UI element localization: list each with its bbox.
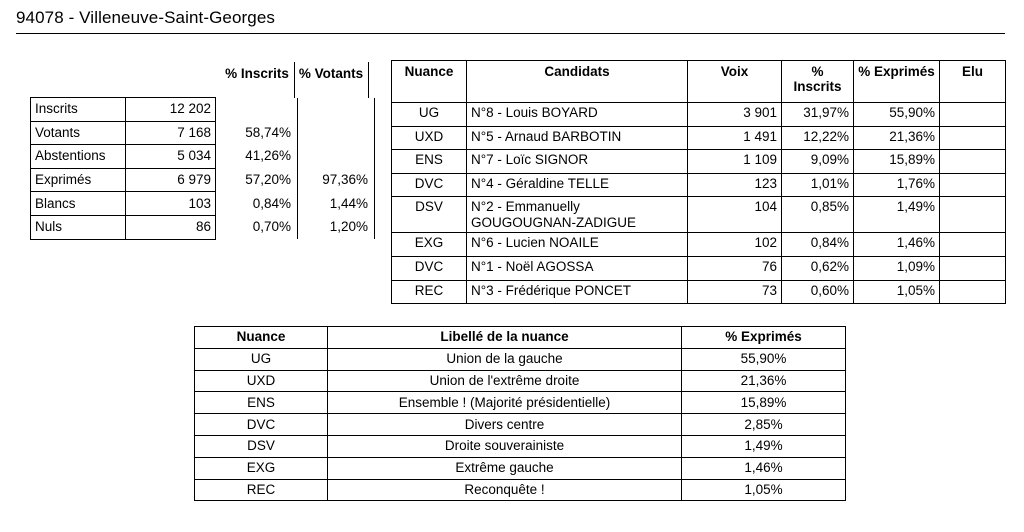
nuance-code: DVC (195, 414, 328, 436)
header-nuance: Nuance (195, 327, 328, 349)
stat-value: 103 (126, 192, 216, 216)
candidate-nuance: DSV (392, 197, 467, 233)
column-divider (294, 62, 295, 98)
candidate-nuance: UG (392, 103, 467, 127)
nuance-pct-exprimes: 15,89% (682, 392, 846, 414)
nuance-code: ENS (195, 392, 328, 414)
stat-pct-inscrits: 41,26% (216, 145, 298, 169)
candidate-pct-exprimes: 21,36% (854, 126, 940, 150)
nuance-row (195, 370, 846, 392)
turnout-table (30, 97, 375, 240)
stat-label: Inscrits (31, 98, 126, 122)
candidate-row (392, 150, 1006, 174)
candidate-pct-inscrits: 12,22% (782, 126, 854, 150)
stats-row (31, 215, 375, 239)
stat-pct-votants (298, 121, 375, 145)
stat-label: Votants (31, 121, 126, 145)
nuance-row (195, 479, 846, 501)
candidates-table (391, 60, 1006, 304)
nuance-pct-exprimes: 1,46% (682, 457, 846, 479)
candidate-row (392, 173, 1006, 197)
candidate-voix: 104 (688, 197, 782, 233)
candidate-nuance: UXD (392, 126, 467, 150)
candidate-elu (940, 280, 1006, 304)
nuance-code: UG (195, 348, 328, 370)
candidate-pct-exprimes: 1,05% (854, 280, 940, 304)
header-pct-exprimes: % Exprimés (682, 327, 846, 349)
candidate-voix: 1 491 (688, 126, 782, 150)
nuance-pct-exprimes: 21,36% (682, 370, 846, 392)
stat-value: 12 202 (126, 98, 216, 122)
candidate-voix: 76 (688, 256, 782, 280)
nuance-code: REC (195, 479, 328, 501)
candidate-pct-inscrits: 9,09% (782, 150, 854, 174)
stat-pct-votants: 97,36% (298, 168, 375, 192)
candidate-name: N°4 - Géraldine TELLE (467, 173, 688, 197)
stat-pct-inscrits: 0,84% (216, 192, 298, 216)
nuance-libelle: Union de la gauche (328, 348, 682, 370)
candidate-nuance: DVC (392, 256, 467, 280)
candidate-elu (940, 256, 1006, 280)
header-libelle: Libellé de la nuance (328, 327, 682, 349)
nuance-row (195, 348, 846, 370)
nuances-table (194, 326, 846, 501)
candidate-elu (940, 103, 1006, 127)
stat-pct-votants: 1,44% (298, 192, 375, 216)
candidate-row (392, 233, 1006, 257)
candidate-voix: 3 901 (688, 103, 782, 127)
nuance-pct-exprimes: 1,05% (682, 479, 846, 501)
stat-pct-inscrits (216, 98, 298, 122)
candidate-row (392, 103, 1006, 127)
header-elu: Elu (940, 61, 1006, 103)
stat-label: Exprimés (31, 168, 126, 192)
nuance-pct-exprimes: 2,85% (682, 414, 846, 436)
candidate-elu (940, 150, 1006, 174)
stat-pct-inscrits: 0,70% (216, 215, 298, 239)
header-pct-inscrits: % Inscrits (782, 61, 854, 103)
candidate-pct-exprimes: 1,76% (854, 173, 940, 197)
stat-pct-inscrits: 57,20% (216, 168, 298, 192)
candidate-pct-inscrits: 31,97% (782, 103, 854, 127)
stat-value: 7 168 (126, 121, 216, 145)
candidate-row (392, 256, 1006, 280)
nuance-pct-exprimes: 55,90% (682, 348, 846, 370)
candidate-nuance: ENS (392, 150, 467, 174)
nuance-code: DSV (195, 435, 328, 457)
page-title: 94078 - Villeneuve-Saint-Georges (16, 8, 275, 27)
column-divider (368, 62, 369, 98)
nuance-code: EXG (195, 457, 328, 479)
nuance-row (195, 435, 846, 457)
stat-value: 5 034 (126, 145, 216, 169)
stat-value: 6 979 (126, 168, 216, 192)
candidate-row (392, 126, 1006, 150)
candidate-name: N°6 - Lucien NOAILE (467, 233, 688, 257)
stat-value: 86 (126, 215, 216, 239)
candidate-nuance: DVC (392, 173, 467, 197)
stats-row (31, 145, 375, 169)
candidate-pct-inscrits: 0,60% (782, 280, 854, 304)
stat-label: Blancs (31, 192, 126, 216)
nuance-libelle: Extrême gauche (328, 457, 682, 479)
candidate-pct-inscrits: 0,84% (782, 233, 854, 257)
candidate-name: N°1 - Noël AGOSSA (467, 256, 688, 280)
stats-row (31, 192, 375, 216)
candidate-nuance: REC (392, 280, 467, 304)
candidate-pct-exprimes: 1,49% (854, 197, 940, 233)
candidate-pct-inscrits: 0,85% (782, 197, 854, 233)
candidate-elu (940, 173, 1006, 197)
candidate-row (392, 280, 1006, 304)
candidate-name: N°5 - Arnaud BARBOTIN (467, 126, 688, 150)
nuance-libelle: Droite souverainiste (328, 435, 682, 457)
candidate-voix: 1 109 (688, 150, 782, 174)
candidate-elu (940, 126, 1006, 150)
nuance-libelle: Union de l'extrême droite (328, 370, 682, 392)
stat-pct-inscrits: 58,74% (216, 121, 298, 145)
nuance-libelle: Reconquête ! (328, 479, 682, 501)
nuance-libelle: Ensemble ! (Majorité présidentielle) (328, 392, 682, 414)
nuance-row (195, 457, 846, 479)
stats-row (31, 168, 375, 192)
candidate-voix: 73 (688, 280, 782, 304)
candidate-pct-exprimes: 15,89% (854, 150, 940, 174)
stat-label: Abstentions (31, 145, 126, 169)
stats-header-pct-votants: % Votants (298, 66, 364, 81)
candidate-name: N°7 - Loïc SIGNOR (467, 150, 688, 174)
nuance-libelle: Divers centre (328, 414, 682, 436)
header-candidats: Candidats (467, 61, 688, 103)
candidate-nuance: EXG (392, 233, 467, 257)
candidate-voix: 123 (688, 173, 782, 197)
candidate-pct-exprimes: 1,46% (854, 233, 940, 257)
title-underline (16, 33, 1005, 34)
stats-row (31, 98, 375, 122)
stat-pct-votants (298, 145, 375, 169)
candidate-elu (940, 197, 1006, 233)
header-voix: Voix (688, 61, 782, 103)
candidate-pct-exprimes: 1,09% (854, 256, 940, 280)
header-nuance: Nuance (392, 61, 467, 103)
candidate-row (392, 197, 1006, 233)
stat-pct-votants (298, 98, 375, 122)
nuance-pct-exprimes: 1,49% (682, 435, 846, 457)
nuance-code: UXD (195, 370, 328, 392)
candidate-name: N°8 - Louis BOYARD (467, 103, 688, 127)
stat-pct-votants: 1,20% (298, 215, 375, 239)
stats-row (31, 121, 375, 145)
candidate-voix: 102 (688, 233, 782, 257)
candidate-elu (940, 233, 1006, 257)
stat-label: Nuls (31, 215, 126, 239)
candidate-name: N°2 - Emmanuelly GOUGOUGNAN-ZADIGUE (467, 197, 688, 233)
candidate-name: N°3 - Frédérique PONCET (467, 280, 688, 304)
header-pct-exprimes: % Exprimés (854, 61, 940, 103)
candidate-pct-inscrits: 0,62% (782, 256, 854, 280)
nuance-row (195, 392, 846, 414)
candidate-pct-inscrits: 1,01% (782, 173, 854, 197)
nuance-row (195, 414, 846, 436)
stats-header-pct-inscrits: % Inscrits (225, 66, 289, 81)
candidate-pct-exprimes: 55,90% (854, 103, 940, 127)
